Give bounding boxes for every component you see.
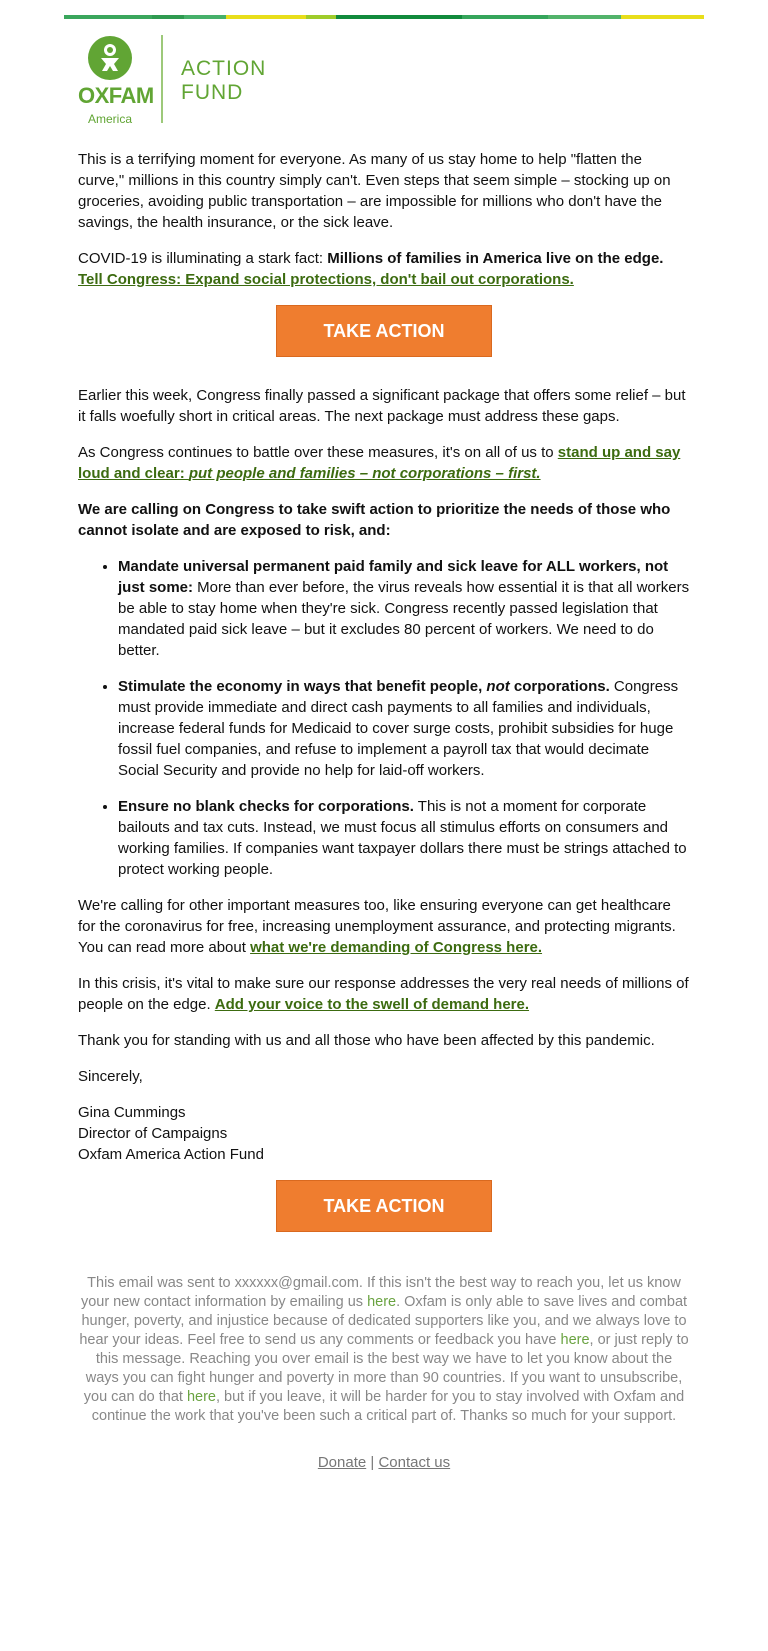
signature-block — [78, 1102, 690, 1165]
footer-text-3: , or just reply to this message. Reaching you over email is the best way we have to let you know about the ways you can fight hunger and poverty in more than 90 countries. If you want to unsubscribe, you can do that — [83, 1332, 689, 1405]
list-item — [118, 556, 690, 661]
crisis-paragraph — [78, 973, 690, 1015]
stark-fact-paragraph — [78, 248, 690, 290]
donate-link[interactable]: Donate — [317, 1454, 367, 1471]
footer-separator: | — [366, 1454, 379, 1471]
demand-3-text: This is not a moment for corporate bailouts and tax cuts. Instead, we must focus all stimulus efforts on consumers and working families. If companies want taxpayer dollars there must be strings attached to protect working people. — [118, 798, 687, 878]
calling-on-congress-bold: We are calling on Congress to take swift action to prioritize the needs of those who cannot isolate and are exposed to risk, and: — [78, 501, 671, 539]
signature-name: Gina Cummings — [78, 1104, 186, 1121]
email-body — [64, 149, 704, 1232]
crisis-text: In this crisis, it's vital to make sure our response addresses the very real needs of millions of people on the edge. — [78, 975, 689, 1013]
calling-on-congress — [78, 499, 690, 541]
contact-info-link[interactable]: here — [367, 1294, 397, 1310]
logo-action-fund — [181, 57, 266, 105]
demand-2-bold-b: corporations. — [509, 678, 610, 695]
footer-text-1: This email was sent to xxxxxx@gmail.com. If this isn't the best way to reach you, let us know your new contact information by emailing us — [80, 1275, 681, 1310]
demands-link[interactable]: what we're demanding of Congress here. — [250, 939, 543, 956]
unsubscribe-link[interactable]: here — [186, 1389, 216, 1405]
list-item — [118, 796, 690, 880]
footer-links — [78, 1453, 690, 1472]
demand-1-text: More than ever before, the virus reveals how essential it is that all workers be able to stay home when they're sick. Congress recently passed legislation that mandated paid sick leave – but it excludes 80 percent of workers. We need to do better. — [118, 579, 690, 659]
footer-disclaimer — [78, 1274, 690, 1426]
stand-up-link-italic: put people and families – not corporations – first. — [188, 465, 541, 482]
feedback-link[interactable]: here — [560, 1332, 590, 1348]
oxfam-figure-icon — [78, 35, 142, 81]
stand-up-text: As Congress continues to battle over these measures, it's on all of us to — [78, 444, 558, 461]
closing-line: Sincerely, — [78, 1068, 143, 1085]
demand-2-bold-italic: not — [486, 678, 510, 695]
relief-package-paragraph: Earlier this week, Congress finally passed a significant package that offers some relief – but it falls woefully short in critical areas. The next package must address these gaps. — [78, 387, 686, 425]
stand-up-link-text: stand up and say loud and clear: — [78, 444, 681, 482]
button-row-bottom — [78, 1180, 690, 1232]
demand-1-bold: Mandate universal permanent paid family and sick leave for ALL workers, not just some: — [118, 558, 669, 596]
contact-us-link[interactable]: Contact us — [378, 1454, 451, 1471]
signature-org: Oxfam America Action Fund — [78, 1146, 264, 1163]
button-row-top — [78, 305, 690, 357]
logo-america-text: America — [87, 112, 132, 126]
take-action-button-bottom[interactable]: TAKE ACTION — [276, 1180, 492, 1232]
demand-2-text: Congress must provide immediate and direct cash payments to all families and individuals, increase federal funds for Medicaid to cover surge costs, prohibit subsidies for huge fossil fuel companies, and refuse to implement a payroll tax that would decimate Social Security and provide no help for laid-off workers. — [118, 678, 679, 779]
demand-2-bold-a: Stimulate the economy in ways that benefit people, — [118, 678, 487, 695]
stark-fact-text: COVID-19 is illuminating a stark fact: — [78, 250, 328, 267]
demand-3-bold: Ensure no blank checks for corporations. — [118, 798, 414, 815]
email-header — [64, 19, 704, 149]
logo-divider — [161, 35, 163, 123]
footer-text-2: . Oxfam is only able to save lives and combat hunger, poverty, and injustice because of dedicated supporters like you, and we always love to hear your ideas. Feel free to send us any comments or feedback you have — [79, 1294, 688, 1348]
logo-fund-text: FUND — [181, 81, 244, 104]
demands-list — [78, 556, 690, 880]
other-measures-text: We're calling for other important measures too, like ensuring everyone can get healthcare for the coronavirus for free, increasing unemployment assurance, and protecting migrants. You can read more about — [78, 897, 676, 956]
email-container — [64, 15, 704, 1472]
logo-oxfam-text: OXFAM — [78, 83, 154, 108]
add-voice-link[interactable]: Add your voice to the swell of demand here. — [214, 996, 530, 1013]
footer-text-4: , but if you leave, it will be harder for you to stay involved with Oxfam and continue the work that you've been such a critical part of. Thanks so much for your support. — [91, 1389, 685, 1424]
list-item — [118, 676, 690, 781]
take-action-button[interactable]: TAKE ACTION — [276, 305, 492, 357]
tell-congress-link[interactable]: Tell Congress: Expand social protections, don't bail out corporations. — [78, 271, 574, 288]
intro-paragraph: This is a terrifying moment for everyone. As many of us stay home to help "flatten the curve," millions in this country simply can't. Even steps that seem simple – stocking up on groceries, avoiding public transportation – are impossible for millions who don't have the savings, the health insurance, or the sick leave. — [78, 151, 671, 231]
stand-up-paragraph — [78, 442, 690, 484]
email-footer — [64, 1274, 704, 1472]
logo-action-text: ACTION — [181, 57, 267, 80]
signature-title: Director of Campaigns — [78, 1125, 228, 1142]
stark-fact-bold: Millions of families in America live on the edge. — [327, 250, 664, 267]
thank-you-paragraph: Thank you for standing with us and all those who have been affected by this pandemic. — [78, 1032, 655, 1049]
other-measures-paragraph — [78, 895, 690, 958]
